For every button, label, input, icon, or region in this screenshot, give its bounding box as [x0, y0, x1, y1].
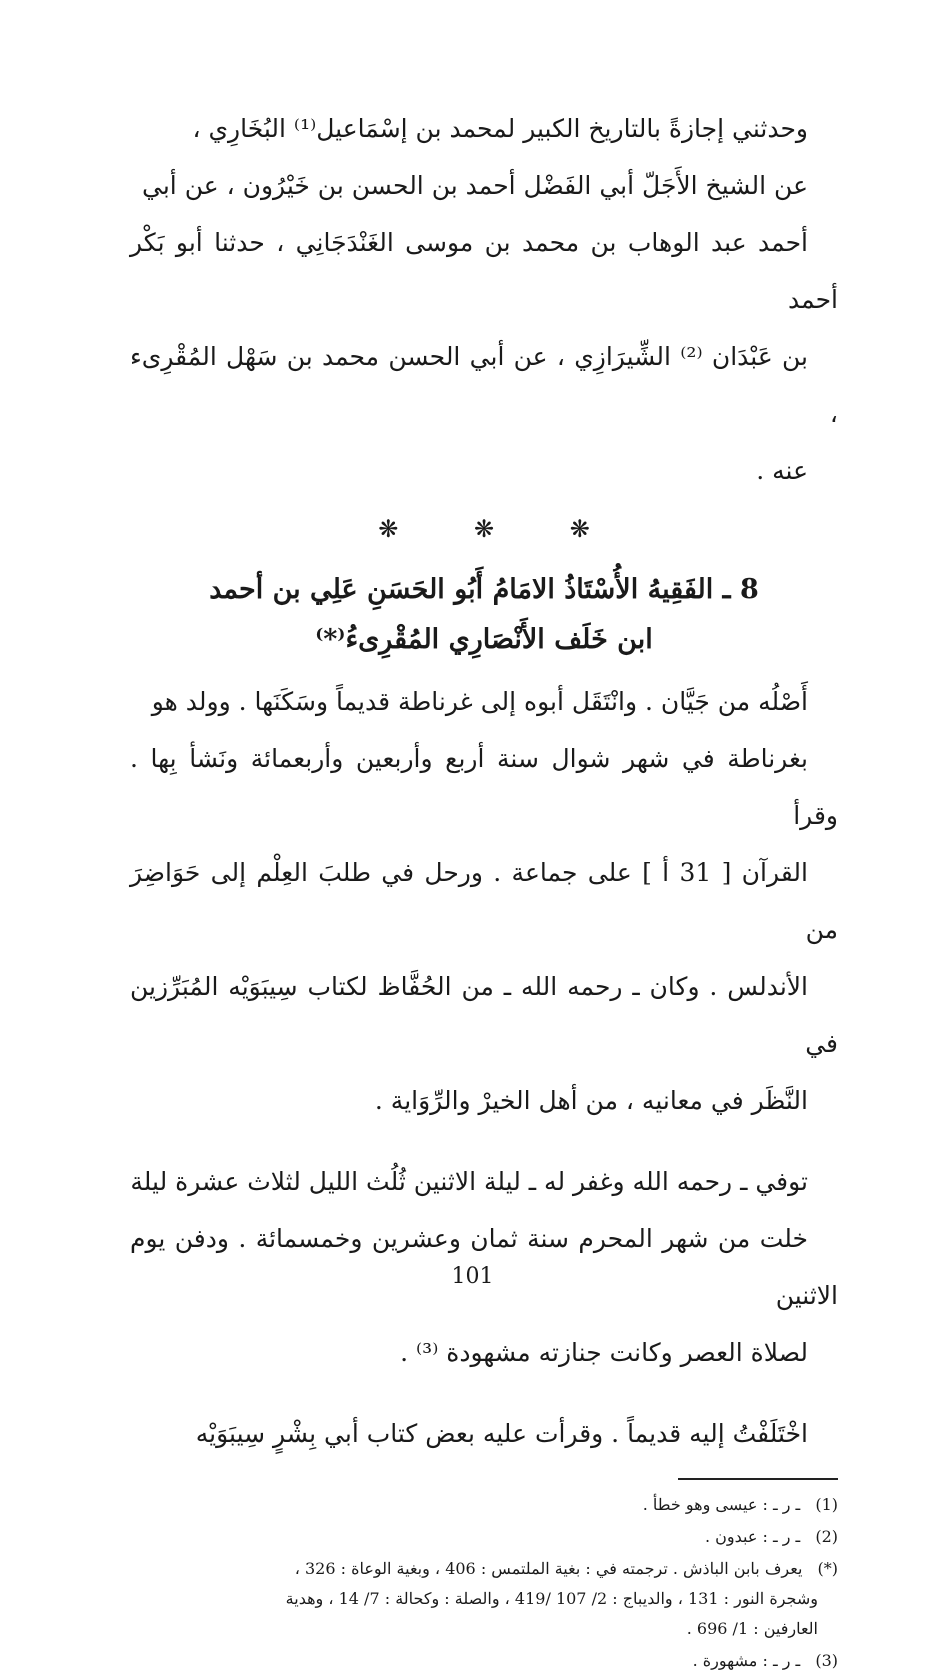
- heading-line: 8 ـ الفَقِيهُ الأُسْتَاذُ الامَامُ أَبُو الحَسَنِ عَلِي بن أحمد: [209, 574, 759, 605]
- footnotes: [130, 1490, 838, 1676]
- text-line: أحمد عبد الوهاب بن محمد بن موسى الغَنْدَجَانِي ، حدثنا أبو بَكْر أحمد: [130, 228, 838, 314]
- text-line: اخْتَلَفْتُ إليه قديماً . وقرأت عليه بعض كتاب أبي بِشْرٍ سِيبَوَيْه: [195, 1419, 808, 1448]
- text-line: توفي ـ رحمه الله وغفر له ـ ليلة الاثنين ثُلُث الليل لثلاث عشرة ليلة: [130, 1167, 808, 1196]
- page-body: [130, 100, 838, 1678]
- text-line: أَصْلُه من جَيَّان . وانْتَقَل أبوه إلى غرناطة قديماً وسَكَنَها . وولد هو: [151, 687, 808, 716]
- footnote: [130, 1522, 838, 1552]
- footnote: [130, 1554, 838, 1644]
- text-line: خلت من شهر المحرم سنة ثمان وعشرين وخمسمائة . ودفن يوم الاثنين: [130, 1224, 838, 1310]
- footnote-text: ـ ر ـ : عبدون .: [704, 1527, 801, 1546]
- text-line: وحدثني إجازةً بالتاريخ الكبير لمحمد بن إسْمَاعيل⁽¹⁾ البُخَارِي ،: [192, 114, 808, 143]
- footnote-divider: [678, 1478, 838, 1480]
- text-line: بن عَبْدَان ⁽²⁾ الشِّيرَازِي ، عن أبي الحسن محمد بن سَهْل المُقْرِىء ،: [130, 342, 838, 428]
- footnote-number: (2): [815, 1527, 838, 1546]
- footnote-number: (*): [817, 1559, 838, 1578]
- asterism-icon: ❋: [569, 515, 590, 543]
- text-line: بغرناطة في شهر شوال سنة أربع وأربعين وأربعمائة ونَشأ بِها . وقرأ: [130, 744, 838, 830]
- footnote-text: يعرف بابن الباذش . ترجمته في : بغية الملتمس : 406 ، وبغية الوعاة : 326 ،: [294, 1559, 803, 1578]
- footnote-text: ـ ر ـ : عيسى وهو خطأ .: [642, 1495, 801, 1514]
- asterism-icon: ❋: [473, 515, 495, 543]
- footnote: [130, 1646, 838, 1676]
- footnote-continuation: العارفين : 1/ 696 .: [686, 1619, 818, 1638]
- paragraph-biography: [130, 673, 838, 1129]
- footnote-number: (1): [815, 1495, 838, 1514]
- text-line: عنه .: [756, 456, 808, 485]
- entry-heading: [130, 565, 838, 665]
- footnote: [130, 1490, 838, 1520]
- section-divider-ornaments: [130, 509, 838, 549]
- page-number: 101: [451, 1264, 494, 1289]
- heading-line: ابن خَلَف الأَنْصَارِي المُقْرِىءُ⁽*⁾: [315, 624, 653, 655]
- asterism-icon: ❋: [378, 515, 399, 543]
- footnote-text: ـ ر ـ : مشهورة .: [692, 1651, 801, 1670]
- paragraph-study: [130, 1405, 838, 1462]
- text-line: القرآن [ 31 أ ] على جماعة . ورحل في طلبَ العِلْم إلى حَوَاضِرَ من: [130, 858, 838, 944]
- paragraph-chain-of-transmission: [130, 100, 838, 499]
- footnote-continuation: وشجرة النور : 131 ، والديباج : 2/ 107 /419 ، والصلة : وكحالة : 7/ 14 ، وهدية: [285, 1589, 818, 1608]
- text-line: لصلاة العصر وكانت جنازته مشهودة ⁽³⁾ .: [400, 1338, 808, 1367]
- text-line: النَّظَر في معانيه ، من أهل الخيرْ والرِّوَاية .: [374, 1086, 808, 1115]
- text-line: عن الشيخ الأَجَلّ أبي الفَضْل أحمد بن الحسن بن خَيْرُون ، عن أبي: [142, 171, 808, 200]
- text-line: الأندلس . وكان ـ رحمه الله ـ من الحُفَّاظ لكتاب سِيبَوَيْه المُبَرِّزين في: [130, 972, 838, 1058]
- footnote-number: (3): [815, 1651, 838, 1670]
